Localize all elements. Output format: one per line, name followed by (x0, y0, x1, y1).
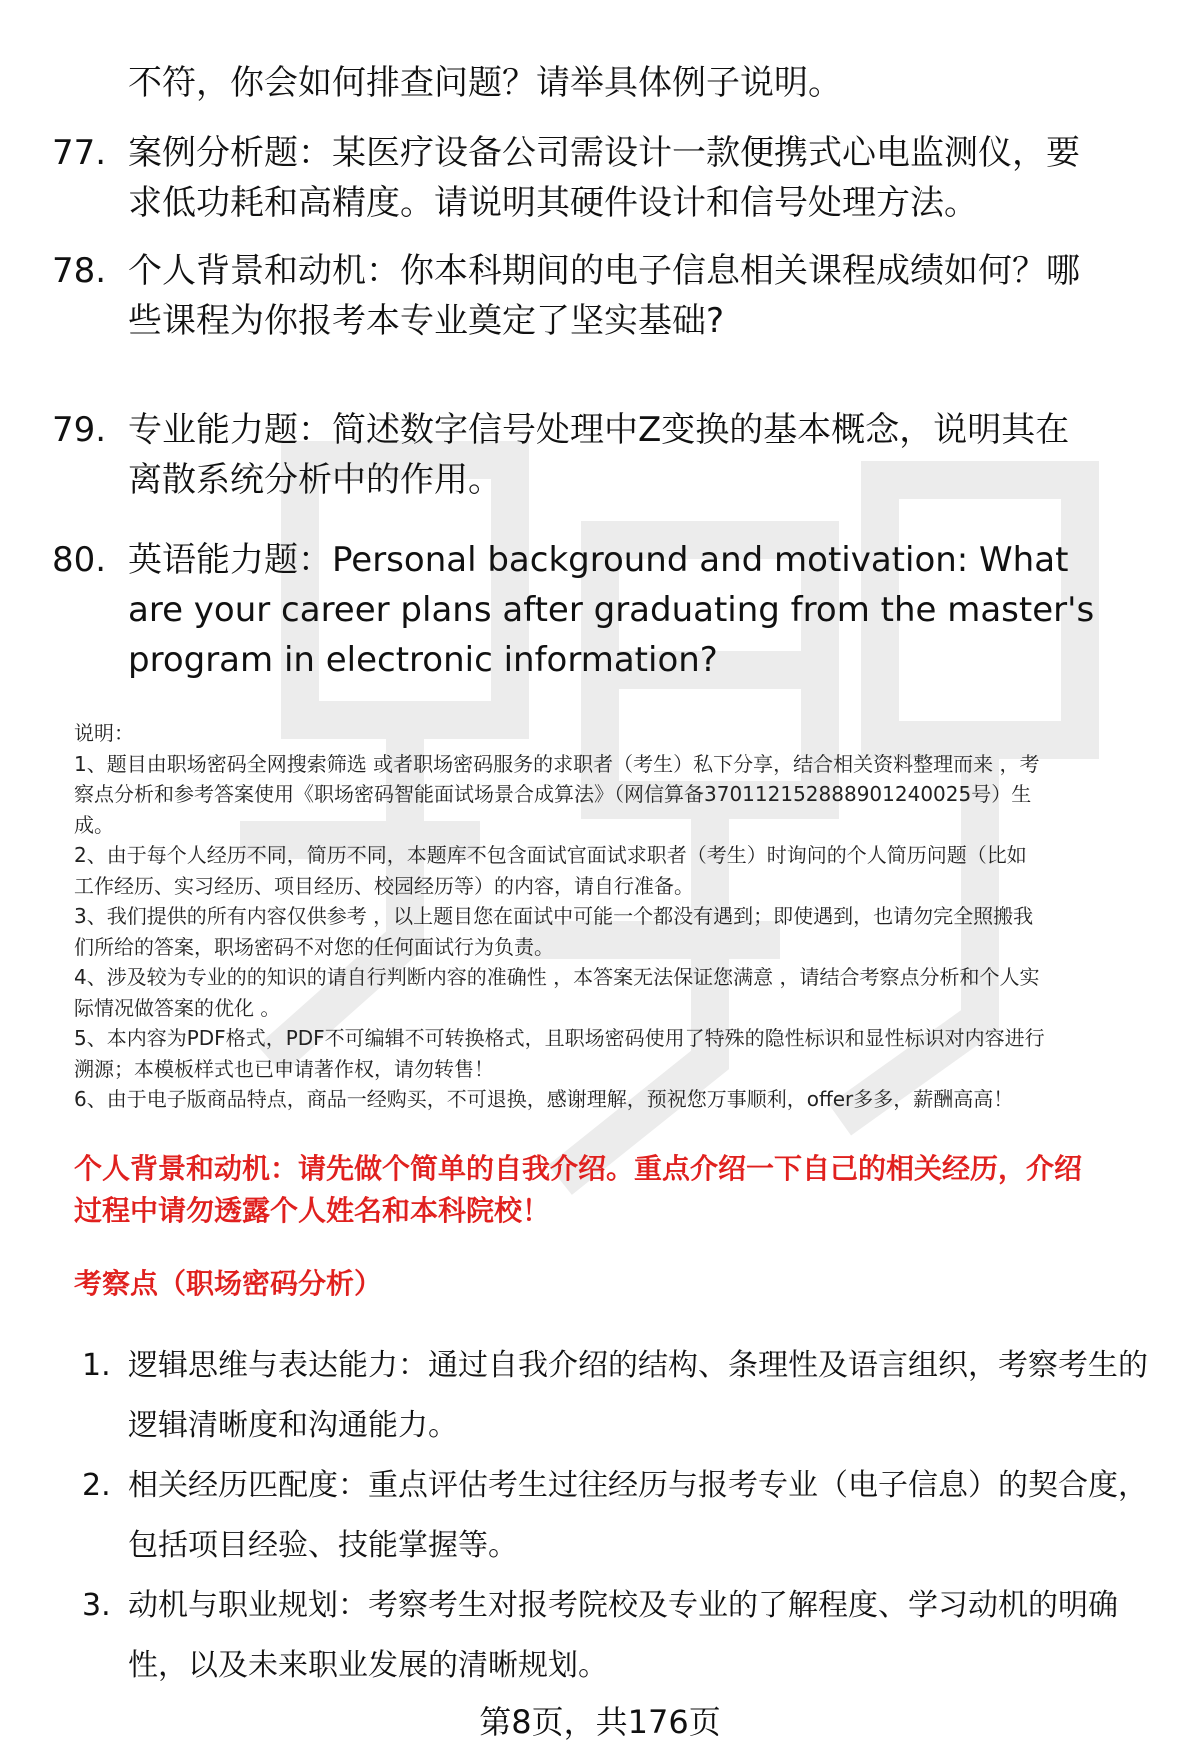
question-text (128, 405, 1158, 505)
notes-line: 们所给的答案，职场密码不对您的任何面试行为负责。 (74, 934, 554, 959)
question-number: 79. (52, 410, 107, 450)
notes-section (74, 718, 1164, 1115)
featured-question-line: 个人背景和动机：请先做个简单的自我介绍。重点介绍一下自己的相关经历，介绍 (74, 1152, 1083, 1185)
question-line: 专业能力题：简述数字信号处理中Z变换的基本概念，说明其在 (128, 410, 1070, 450)
point-number: 2. (82, 1468, 111, 1503)
notes-line: 4、涉及较为专业的的知识的请自行判断内容的准确性 ，本答案无法保证您满意 ，请结合考察点分析和个人实 (74, 965, 1040, 989)
notes-line: 察点分析和参考答案使用《职场密码智能面试场景合成算法》（网信算备370112152888901240025号）生 (74, 782, 1032, 806)
question-line: 些课程为你报考本专业奠定了坚实基础? (128, 301, 725, 341)
question-number: 77. (52, 133, 107, 173)
point-line: 性，以及未来职业发展的清晰规划。 (128, 1648, 608, 1683)
notes-line: 际情况做答案的优化 。 (74, 995, 281, 1020)
question-number: 80. (52, 540, 107, 580)
point-number: 3. (82, 1588, 111, 1623)
question-line: 求低功耗和高精度。请说明其硬件设计和信号处理方法。 (128, 183, 978, 223)
point-line: 包括项目经验、技能掌握等。 (128, 1528, 518, 1563)
question-number: 78. (52, 251, 107, 291)
question-line: 案例分析题：某医疗设备公司需设计一款便携式心电监测仪，要 (128, 133, 1080, 173)
featured-question-line: 过程中请勿透露个人姓名和本科院校！ (74, 1194, 551, 1227)
point-number: 1. (82, 1348, 111, 1383)
question-text (128, 128, 1158, 228)
question-line: 英语能力题：Personal background and motivation: What (128, 540, 1069, 580)
featured-question (74, 1148, 1174, 1232)
question-text (128, 246, 1158, 346)
point-text (128, 1456, 1148, 1576)
point-line: 相关经历匹配度：重点评估考生过往经历与报考专业（电子信息）的契合度， (128, 1468, 1148, 1503)
point-line: 动机与职业规划：考察考生对报考院校及专业的了解程度、学习动机的明确 (128, 1588, 1118, 1623)
notes-line: 1、题目由职场密码全网搜索筛选 或者职场密码服务的求职者（考生）私下分享，结合相关资料整理而来 ，考 (74, 751, 1040, 776)
question-line: program in electronic information? (128, 640, 718, 680)
analysis-title: 考察点（职场密码分析） (74, 1267, 383, 1300)
notes-line: 3、我们提供的所有内容仅供参考 ，以上题目您在面试中可能一个都没有遇到；即使遇到，也请勿完全照搬我 (74, 904, 1034, 928)
point-line: 逻辑清晰度和沟通能力。 (128, 1408, 458, 1443)
question-line: 离散系统分析中的作用。 (128, 460, 502, 500)
point-text (128, 1576, 1118, 1696)
notes-line: 5、本内容为PDF格式，PDF不可编辑不可转换格式，且职场密码使用了特殊的隐性标识和显性标识对内容进行 (74, 1026, 1045, 1050)
notes-title: 说明： (74, 721, 134, 745)
notes-line: 成。 (74, 812, 114, 837)
point-line: 逻辑思维与表达能力：通过自我介绍的结构、条理性及语言组织，考察考生的 (128, 1348, 1148, 1383)
point-text (128, 1336, 1148, 1456)
notes-line: 溯源；本模板样式也已申请著作权，请勿转售！ (74, 1056, 494, 1081)
question-line: are your career plans after graduating from the master's (128, 590, 1095, 630)
notes-line: 2、由于每个人经历不同，简历不同，本题库不包含面试官面试求职者（考生）时询问的个人简历问题（比如 (74, 843, 1027, 867)
page-footer: 第8页，共176页 (479, 1703, 721, 1741)
question-continuation: 不符，你会如何排查问题？请举具体例子说明。 (128, 63, 842, 103)
notes-line: 6、由于电子版商品特点，商品一经购买，不可退换，感谢理解，预祝您万事顺利，offer多多，薪酬高高！ (74, 1087, 1014, 1111)
question-line: 个人背景和动机：你本科期间的电子信息相关课程成绩如何？哪 (128, 251, 1080, 291)
question-text (128, 535, 1158, 685)
notes-line: 工作经历、实习经历、项目经历、校园经历等）的内容，请自行准备。 (74, 873, 694, 898)
